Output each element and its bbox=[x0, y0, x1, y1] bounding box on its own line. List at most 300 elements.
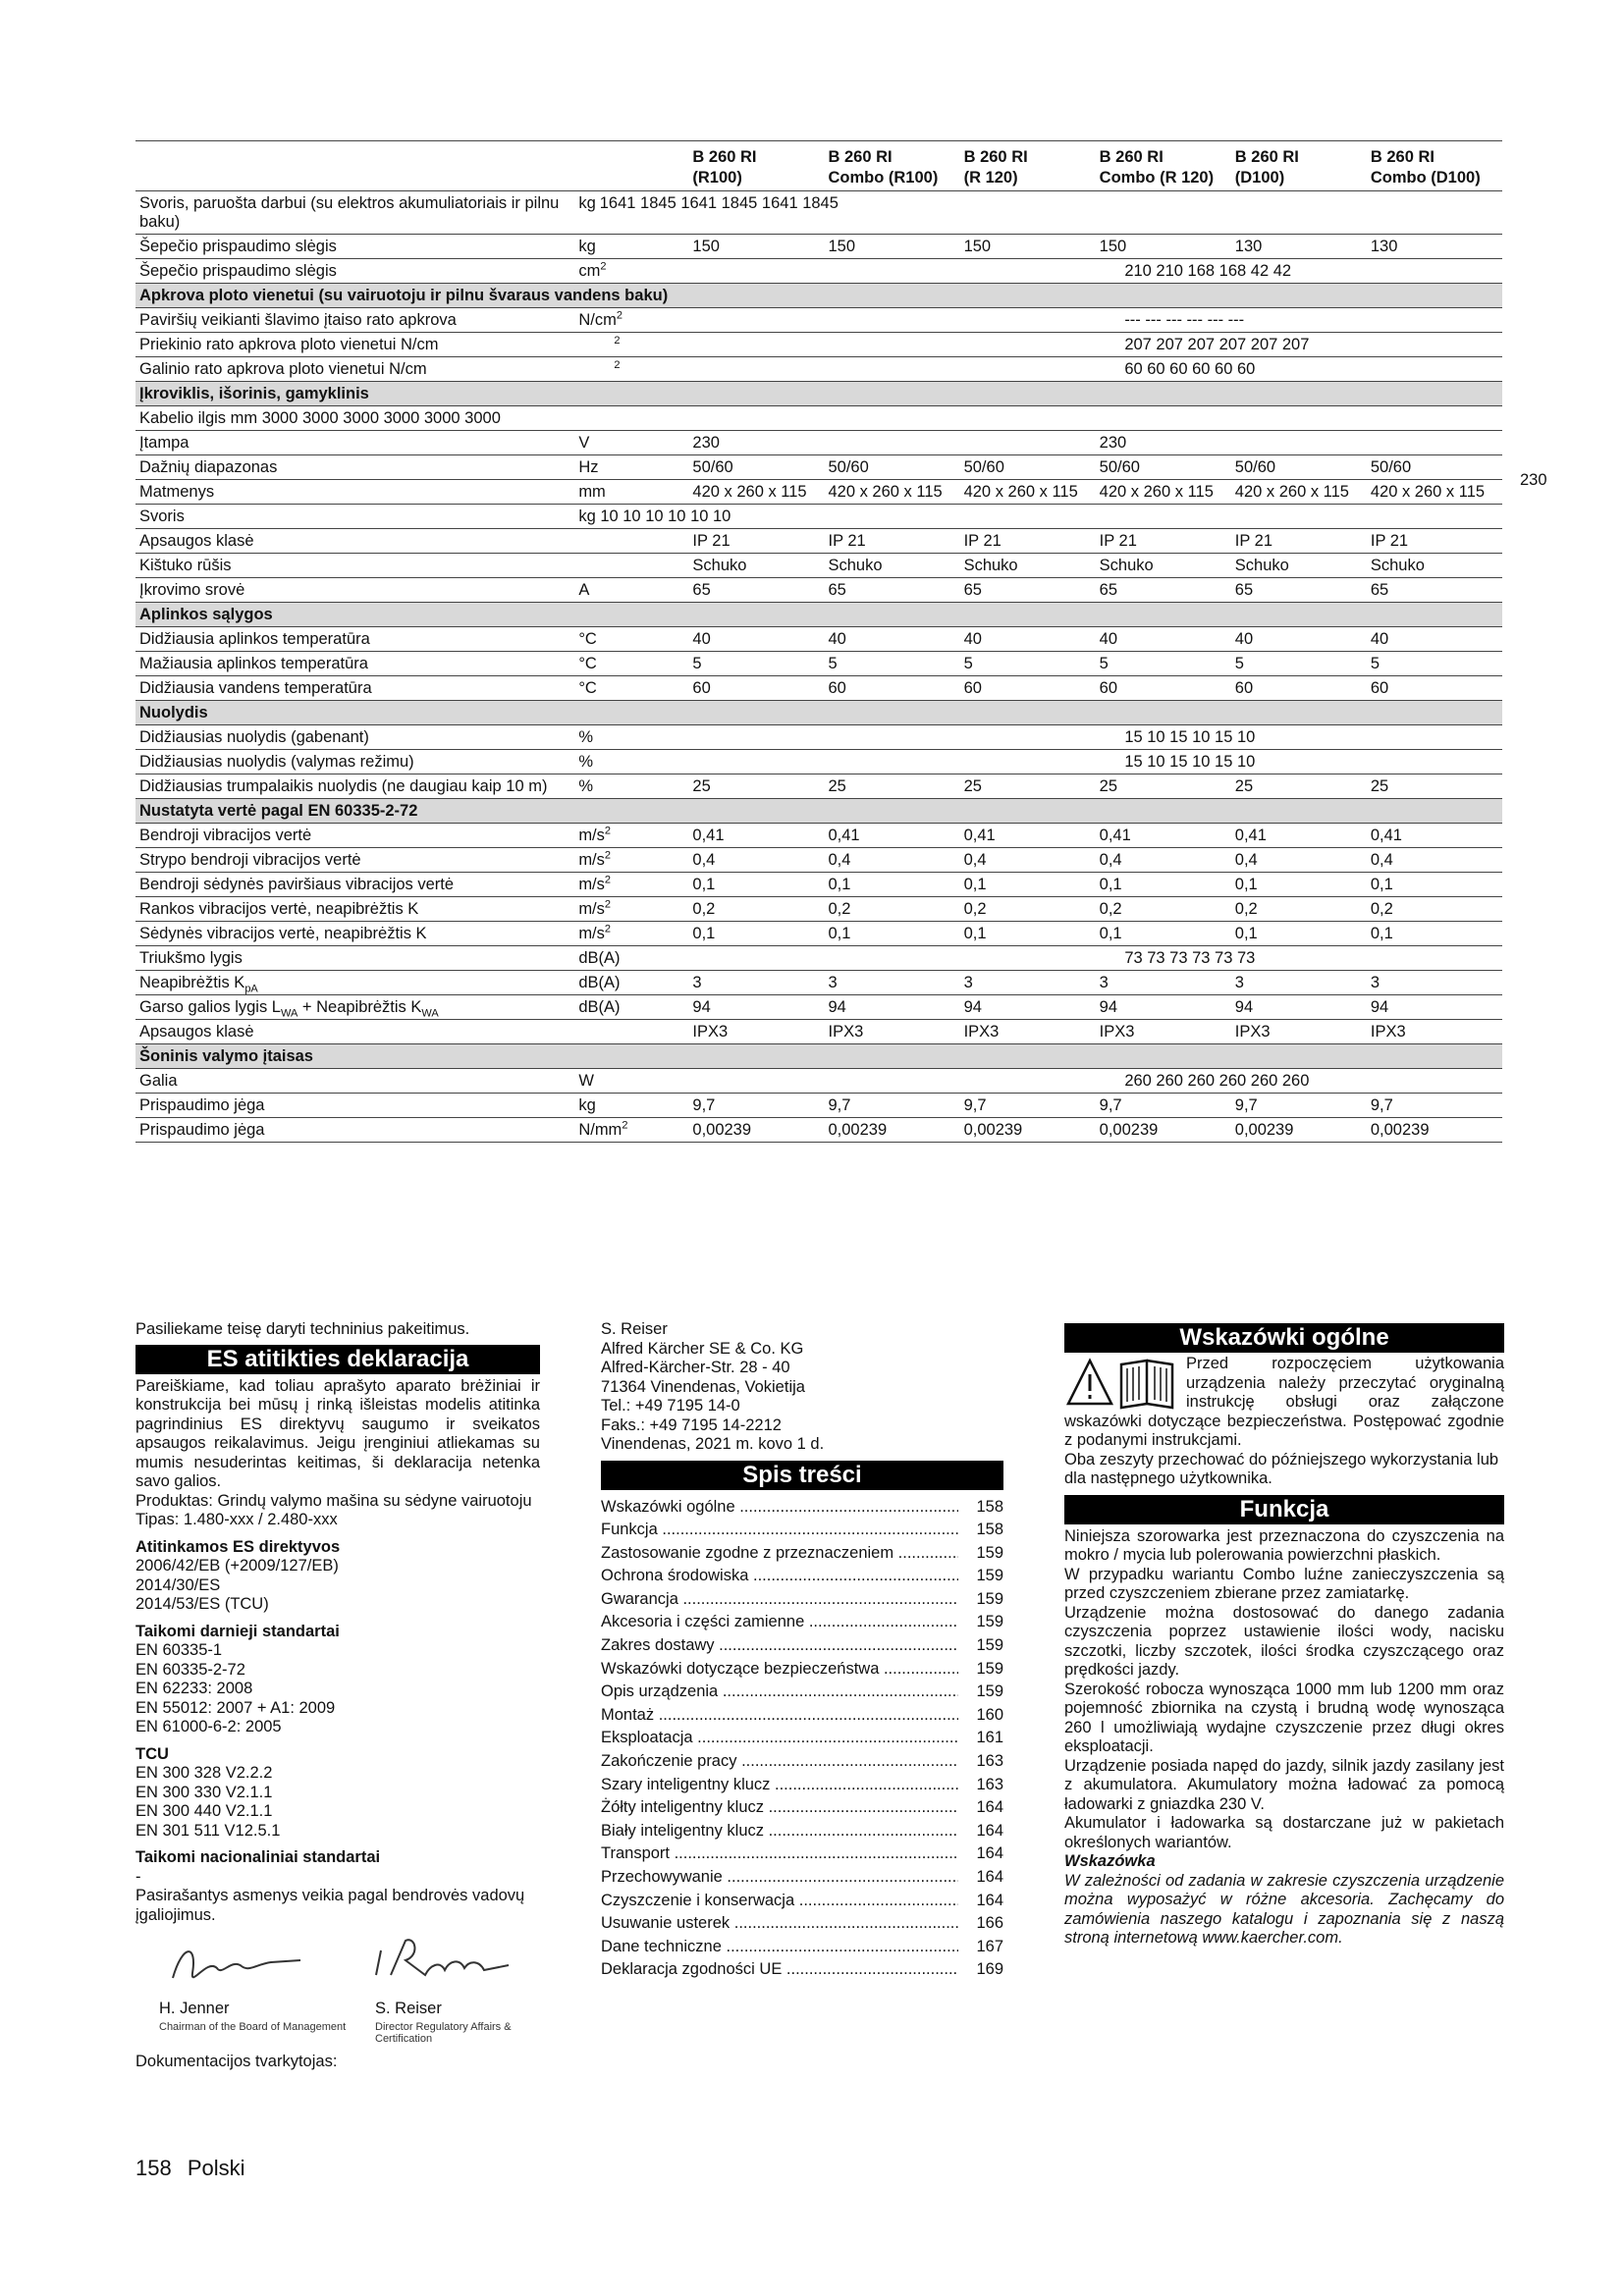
table-row bbox=[135, 1069, 1502, 1094]
unit-superscript: 2 bbox=[616, 309, 623, 322]
value-cell: 3 bbox=[688, 971, 824, 995]
address-line: Alfred Kärcher SE & Co. KG bbox=[601, 1339, 804, 1358]
toc-entry-page: 159 bbox=[976, 1659, 1003, 1678]
section-title: Šoninis valymo įtaisas bbox=[135, 1044, 1502, 1069]
value-cell: 3 bbox=[1367, 971, 1502, 995]
value-cell: 25 bbox=[1231, 774, 1367, 799]
directives-list bbox=[135, 1557, 540, 1615]
value-cell: 50/60 bbox=[824, 455, 959, 480]
row-label-text: Galinio rato apkrova ploto vienetui N/cm bbox=[139, 360, 427, 378]
toc-entry-page: 166 bbox=[976, 1914, 1003, 1933]
value-cell: 94 bbox=[1231, 995, 1367, 1020]
row-label bbox=[135, 554, 574, 578]
unit-text: kg 10 10 10 10 10 10 bbox=[578, 507, 731, 525]
row-label-subscript: pA bbox=[244, 983, 258, 995]
value-cell bbox=[1367, 431, 1502, 455]
value-cell: Schuko bbox=[1096, 554, 1231, 578]
row-unit bbox=[574, 480, 688, 505]
toc-entry-title: Funkcja ..... bbox=[601, 1519, 958, 1542]
value-cell: 0,41 bbox=[824, 824, 959, 848]
row-label-subscript: WA bbox=[421, 1007, 439, 1020]
signer1-role: Chairman of the Board of Management bbox=[159, 2021, 347, 2033]
row-label bbox=[135, 750, 574, 774]
value-cell: 94 bbox=[1367, 995, 1502, 1020]
value-cell: 0,4 bbox=[688, 848, 824, 873]
value-cell: 65 bbox=[688, 578, 824, 603]
row-label bbox=[135, 774, 574, 799]
standard-item: EN 55012: 2007 + A1: 2009 bbox=[135, 1698, 336, 1717]
unit-text: mm bbox=[578, 483, 606, 501]
toc-entry-page: 164 bbox=[976, 1891, 1003, 1909]
value-cell: 0,4 bbox=[824, 848, 959, 873]
unit-text: W bbox=[578, 1072, 594, 1090]
toc-entry[interactable] bbox=[601, 1750, 1003, 1774]
model-header bbox=[688, 141, 824, 191]
table-row bbox=[135, 431, 1502, 455]
value-cell: IP 21 bbox=[1096, 529, 1231, 554]
row-unit bbox=[574, 1069, 1502, 1094]
value-cell: 0,00239 bbox=[688, 1118, 824, 1143]
toc-entry-title: Eksploatacja ..... bbox=[601, 1727, 958, 1750]
general-notes-text: Przed rozpoczęciem użytkowania urządzenia należy przeczytać oryginalną instrukcję obsługi oraz załączone wskazówki dotyczące bezpieczeństwa. Postępować zgodnie z podanymi instrukcjami. bbox=[1064, 1355, 1504, 1449]
value-cell: IPX3 bbox=[1231, 1020, 1367, 1044]
table-row bbox=[135, 922, 1502, 946]
table-row bbox=[135, 848, 1502, 873]
value-cell: 9,7 bbox=[960, 1094, 1096, 1118]
row-unit bbox=[574, 431, 688, 455]
value-cell: IPX3 bbox=[1096, 1020, 1231, 1044]
toc-entry-title: Deklaracja zgodności UE ..... bbox=[601, 1958, 958, 1982]
row-label bbox=[135, 357, 574, 382]
unit-text: dB(A) bbox=[578, 998, 621, 1016]
section-title: Apkrova ploto vienetui (su vairuotoju ir pilnu švaraus vandens baku) bbox=[135, 284, 1502, 308]
unit-superscript: 2 bbox=[614, 358, 621, 371]
value-cell: 50/60 bbox=[960, 455, 1096, 480]
toc-entry-page: 164 bbox=[976, 1844, 1003, 1863]
value-cell: 0,1 bbox=[960, 873, 1096, 897]
value-cell: 40 bbox=[1096, 627, 1231, 652]
model-header-line: (R100) bbox=[692, 169, 742, 187]
toc-entry-title: Żółty inteligentny klucz ..... bbox=[601, 1796, 958, 1820]
general-notes-block bbox=[1064, 1355, 1504, 1489]
toc-entry[interactable] bbox=[601, 1634, 1003, 1658]
value-cell: 50/60 bbox=[1096, 455, 1231, 480]
toc-entry[interactable] bbox=[601, 1542, 1003, 1566]
row-label-text: Priekinio rato apkrova ploto vienetui N/cm bbox=[139, 336, 439, 353]
row-label-text: Apsaugos klasė bbox=[139, 1023, 254, 1041]
value-cell: Schuko bbox=[960, 554, 1096, 578]
value-cell: 65 bbox=[1367, 578, 1502, 603]
section-row bbox=[135, 382, 1502, 406]
row-label-text: Svoris bbox=[139, 507, 185, 525]
merged-values: 260 260 260 260 260 260 bbox=[1124, 1072, 1310, 1090]
toc-entry-title: Gwarancja ..... bbox=[601, 1588, 958, 1612]
signers-note: Pasirašantys asmenys veikia pagal bendrovės vadovų įgaliojimus. bbox=[135, 1887, 525, 1924]
section-row bbox=[135, 799, 1502, 824]
unit-superscript: 2 bbox=[604, 849, 612, 862]
row-label-text: Mažiausia aplinkos temperatūra bbox=[139, 655, 368, 672]
value-cell: 9,7 bbox=[1231, 1094, 1367, 1118]
value-cell: 0,00239 bbox=[960, 1118, 1096, 1143]
value-cell: IP 21 bbox=[960, 529, 1096, 554]
unit-text: dB(A) bbox=[578, 974, 621, 991]
value-cell: 65 bbox=[960, 578, 1096, 603]
value-cell: 5 bbox=[960, 652, 1096, 676]
toc-entry-page: 159 bbox=[976, 1567, 1003, 1585]
unit-text: m/s bbox=[578, 851, 605, 869]
model-header-line: (D100) bbox=[1234, 169, 1285, 187]
value-cell: 0,2 bbox=[824, 897, 959, 922]
row-label bbox=[135, 191, 574, 235]
table-row bbox=[135, 259, 1502, 284]
row-unit bbox=[574, 652, 688, 676]
toc-entry-page: 164 bbox=[976, 1821, 1003, 1840]
value-cell: 9,7 bbox=[824, 1094, 959, 1118]
value-cell: 5 bbox=[1367, 652, 1502, 676]
toc-entry-page: 164 bbox=[976, 1868, 1003, 1886]
header-blank bbox=[574, 141, 688, 191]
value-cell: 0,1 bbox=[824, 922, 959, 946]
model-header-line: Combo (D100) bbox=[1370, 169, 1481, 187]
row-label bbox=[135, 308, 574, 333]
toc-entry[interactable] bbox=[601, 1588, 1003, 1612]
right-column bbox=[1064, 1323, 1504, 1949]
row-unit bbox=[574, 995, 688, 1020]
row-label-text: Strypo bendroji vibracijos vertė bbox=[139, 851, 361, 869]
value-cell: IP 21 bbox=[1231, 529, 1367, 554]
unit-text: % bbox=[578, 753, 593, 771]
standard-item: EN 60335-2-72 bbox=[135, 1660, 245, 1679]
value-cell: 0,4 bbox=[1096, 848, 1231, 873]
row-label-mid: + Neapibrėžtis K bbox=[298, 998, 422, 1016]
table-row bbox=[135, 995, 1502, 1020]
toc-entry[interactable] bbox=[601, 1519, 1003, 1542]
value-cell: 0,41 bbox=[688, 824, 824, 848]
value-cell bbox=[1231, 431, 1367, 455]
standard-item: EN 62233: 2008 bbox=[135, 1680, 253, 1697]
value-cell: 0,1 bbox=[824, 873, 959, 897]
unit-superscript: 2 bbox=[604, 825, 612, 837]
section-row bbox=[135, 1044, 1502, 1069]
value-cell: 0,1 bbox=[1231, 922, 1367, 946]
value-cell: 0,1 bbox=[1367, 873, 1502, 897]
unit-text: dB(A) bbox=[578, 949, 621, 967]
table-of-contents bbox=[601, 1496, 1003, 1982]
footer-language: Polski bbox=[187, 2156, 245, 2180]
row-unit bbox=[574, 774, 688, 799]
value-cell: 65 bbox=[1096, 578, 1231, 603]
unit-superscript: 2 bbox=[604, 874, 612, 886]
value-cell: 50/60 bbox=[1231, 455, 1367, 480]
value-cell: 0,4 bbox=[1231, 848, 1367, 873]
value-cell: 94 bbox=[688, 995, 824, 1020]
merged-values: 73 73 73 73 73 73 bbox=[1124, 949, 1256, 967]
value-cell: 25 bbox=[960, 774, 1096, 799]
row-unit bbox=[574, 824, 688, 848]
value-cell: 25 bbox=[1367, 774, 1502, 799]
value-cell bbox=[960, 431, 1096, 455]
row-label-text: Paviršių veikianti šlavimo įtaiso rato apkrova bbox=[139, 311, 457, 329]
signer2-name: S. Reiser bbox=[375, 2000, 442, 2017]
value-cell: 0,1 bbox=[1367, 922, 1502, 946]
tcu-standard-item: EN 300 328 V2.2.2 bbox=[135, 1764, 273, 1782]
value-cell: IPX3 bbox=[824, 1020, 959, 1044]
address-line: Alfred-Kärcher-Str. 28 - 40 bbox=[601, 1359, 790, 1376]
merged-values: 210 210 168 168 42 42 bbox=[1124, 262, 1292, 280]
table-row bbox=[135, 652, 1502, 676]
table-row bbox=[135, 406, 1502, 431]
row-label bbox=[135, 431, 574, 455]
toc-entry[interactable] bbox=[601, 1611, 1003, 1634]
toc-banner: Spis treści bbox=[601, 1461, 1003, 1490]
value-cell: Schuko bbox=[688, 554, 824, 578]
toc-entry-page: 164 bbox=[976, 1798, 1003, 1817]
toc-entry[interactable] bbox=[601, 1658, 1003, 1682]
row-label bbox=[135, 946, 574, 971]
row-label bbox=[135, 1094, 574, 1118]
function-paragraph: Szerokość robocza wynosząca 1000 mm lub 1200 mm oraz pojemność zbiornika na czystą i brudną wodę wynosząca 260 l umożliwiają wydajne czyszczenie przez długi okres eksploatacji. bbox=[1064, 1680, 1504, 1755]
toc-entry-title: Ochrona środowiska ..... bbox=[601, 1565, 958, 1588]
value-cell: 94 bbox=[1096, 995, 1231, 1020]
value-cell: 130 bbox=[1231, 235, 1367, 259]
value-cell: 0,00239 bbox=[1367, 1118, 1502, 1143]
page-number: 158 bbox=[135, 2156, 172, 2180]
model-header-line: B 260 RI bbox=[692, 148, 757, 166]
value-cell: 60 bbox=[824, 676, 959, 701]
row-label-text: Bendroji vibracijos vertė bbox=[139, 827, 312, 844]
table-row bbox=[135, 1118, 1502, 1143]
toc-entry[interactable] bbox=[601, 1565, 1003, 1588]
toc-entry-page: 169 bbox=[976, 1960, 1003, 1979]
directives-title: Atitinkamos ES direktyvos bbox=[135, 1537, 341, 1556]
value-cell: 9,7 bbox=[1367, 1094, 1502, 1118]
row-label-text: Bendroji sėdynės paviršiaus vibracijos vertė bbox=[139, 876, 455, 893]
value-cell: 150 bbox=[960, 235, 1096, 259]
table-row bbox=[135, 480, 1502, 505]
table-row bbox=[135, 676, 1502, 701]
value-cell: 0,1 bbox=[1096, 922, 1231, 946]
unit-text: °C bbox=[578, 630, 597, 648]
unit-superscript: 2 bbox=[604, 898, 612, 911]
value-cell: 0,00239 bbox=[824, 1118, 959, 1143]
address-line: Vinendenas, 2021 m. kovo 1 d. bbox=[601, 1435, 825, 1453]
outside-voltage-value: 230 bbox=[1520, 471, 1547, 489]
value-cell: 0,4 bbox=[960, 848, 1096, 873]
table-row bbox=[135, 750, 1502, 774]
address-line: S. Reiser bbox=[601, 1320, 668, 1338]
row-label-text: Didžiausias nuolydis (valymas režimu) bbox=[139, 753, 414, 771]
value-cell: 65 bbox=[1231, 578, 1367, 603]
value-cell: 65 bbox=[824, 578, 959, 603]
row-unit bbox=[574, 946, 1502, 971]
unit-text: % bbox=[578, 777, 593, 795]
value-cell: 0,41 bbox=[1096, 824, 1231, 848]
row-unit bbox=[574, 578, 688, 603]
toc-entry-page: 163 bbox=[976, 1775, 1003, 1793]
row-label-text: Įtampa bbox=[139, 434, 189, 452]
value-cell: IP 21 bbox=[688, 529, 824, 554]
toc-entry-page: 159 bbox=[976, 1613, 1003, 1631]
middle-column bbox=[601, 1320, 1003, 1982]
value-cell: 94 bbox=[824, 995, 959, 1020]
row-unit bbox=[574, 873, 688, 897]
table-row bbox=[135, 357, 1502, 382]
row-label bbox=[135, 578, 574, 603]
table-row bbox=[135, 824, 1502, 848]
value-cell: 9,7 bbox=[1096, 1094, 1231, 1118]
toc-entry[interactable] bbox=[601, 1796, 1003, 1820]
standards-list bbox=[135, 1641, 540, 1737]
section-row bbox=[135, 701, 1502, 725]
row-label-text: Didžiausias nuolydis (gabenant) bbox=[139, 728, 369, 746]
spec-header-row bbox=[135, 141, 1502, 191]
row-label bbox=[135, 1020, 574, 1044]
address-line: Faks.: +49 7195 14-2212 bbox=[601, 1415, 782, 1434]
value-cell: 230 bbox=[688, 431, 824, 455]
toc-entry[interactable] bbox=[601, 1842, 1003, 1866]
function-paragraph: W przypadku wariantu Combo luźne zanieczyszczenia są przed czyszczeniem zbierane przez zamiatarkę. bbox=[1064, 1565, 1504, 1602]
toc-entry-page: 159 bbox=[976, 1543, 1003, 1562]
row-unit bbox=[574, 259, 1502, 284]
row-label bbox=[135, 627, 574, 652]
table-row bbox=[135, 505, 1502, 529]
row-label-text: Šepečio prispaudimo slėgis bbox=[139, 238, 337, 255]
value-cell: Schuko bbox=[1367, 554, 1502, 578]
value-cell: 0,4 bbox=[1367, 848, 1502, 873]
row-label-text: Galia bbox=[139, 1072, 178, 1090]
section-title: Aplinkos sąlygos bbox=[135, 603, 1502, 627]
row-label-text: Didžiausia vandens temperatūra bbox=[139, 679, 372, 697]
model-header-line: B 260 RI bbox=[1370, 148, 1435, 166]
value-cell: IP 21 bbox=[824, 529, 959, 554]
table-row bbox=[135, 725, 1502, 750]
table-row bbox=[135, 308, 1502, 333]
row-label bbox=[135, 1069, 574, 1094]
value-cell: IPX3 bbox=[960, 1020, 1096, 1044]
row-label-text: Prispaudimo jėga bbox=[139, 1121, 265, 1139]
merged-values: 60 60 60 60 60 60 bbox=[1124, 360, 1256, 378]
function-paragraph: Niniejsza szorowarka jest przeznaczona do czyszczenia na mokro / mycia lub polerowania powierzchni płaskich. bbox=[1064, 1526, 1504, 1564]
row-label-text: Prispaudimo jėga bbox=[139, 1096, 265, 1114]
value-cell: 3 bbox=[824, 971, 959, 995]
toc-entry[interactable] bbox=[601, 1681, 1003, 1704]
value-cell: 0,2 bbox=[1367, 897, 1502, 922]
unit-text: m/s bbox=[578, 900, 605, 918]
merged-values: 207 207 207 207 207 207 bbox=[1124, 336, 1310, 353]
row-unit bbox=[574, 191, 1502, 235]
toc-entry[interactable] bbox=[601, 1912, 1003, 1936]
row-unit bbox=[574, 333, 1502, 357]
value-cell: 150 bbox=[1096, 235, 1231, 259]
row-unit bbox=[574, 554, 688, 578]
toc-entry[interactable] bbox=[601, 1820, 1003, 1843]
value-cell: 0,1 bbox=[688, 922, 824, 946]
row-label bbox=[135, 1118, 574, 1143]
value-cell: 40 bbox=[688, 627, 824, 652]
row-label-text: Kištuko rūšis bbox=[139, 557, 232, 574]
toc-entry-title: Czyszczenie i konserwacja ..... bbox=[601, 1890, 958, 1913]
row-unit bbox=[574, 922, 688, 946]
table-row bbox=[135, 455, 1502, 480]
section-title: Įkroviklis, išorinis, gamyklinis bbox=[135, 382, 1502, 406]
value-cell: 0,1 bbox=[688, 873, 824, 897]
row-label-text: Garso galios lygis L bbox=[139, 998, 281, 1016]
toc-entry-page: 159 bbox=[976, 1636, 1003, 1655]
value-cell: 420 x 260 x 115 bbox=[1367, 480, 1502, 505]
model-header-line: B 260 RI bbox=[828, 148, 893, 166]
row-label bbox=[135, 259, 574, 284]
toc-entry[interactable] bbox=[601, 1958, 1003, 1982]
toc-entry-title: Transport ..... bbox=[601, 1842, 958, 1866]
unit-text: m/s bbox=[578, 827, 605, 844]
manufacturer-address bbox=[601, 1320, 1003, 1455]
toc-entry-title: Przechowywanie ..... bbox=[601, 1866, 958, 1890]
national-standards-value: - bbox=[135, 1867, 141, 1886]
table-row bbox=[135, 333, 1502, 357]
row-unit bbox=[574, 971, 688, 995]
tcu-standard-item: EN 300 440 V2.1.1 bbox=[135, 1802, 273, 1820]
toc-entry-title: Akcesoria i części zamienne ..... bbox=[601, 1611, 958, 1634]
product-line: Produktas: Grindų valymo mašina su sėdyne vairuotoju bbox=[135, 1491, 532, 1510]
section-title: Nuolydis bbox=[135, 701, 1502, 725]
toc-entry[interactable] bbox=[601, 1866, 1003, 1890]
toc-entry[interactable] bbox=[601, 1890, 1003, 1913]
merged-values: 15 10 15 10 15 10 bbox=[1124, 728, 1256, 746]
row-label-text: Apsaugos klasė bbox=[139, 532, 254, 550]
value-cell: 50/60 bbox=[1367, 455, 1502, 480]
row-unit bbox=[574, 308, 1502, 333]
table-row bbox=[135, 971, 1502, 995]
value-cell: 420 x 260 x 115 bbox=[1231, 480, 1367, 505]
toc-entry[interactable] bbox=[601, 1774, 1003, 1797]
tcu-standard-item: EN 300 330 V2.1.1 bbox=[135, 1783, 273, 1801]
row-label bbox=[135, 848, 574, 873]
toc-entry[interactable] bbox=[601, 1496, 1003, 1520]
table-row bbox=[135, 627, 1502, 652]
model-header-line: B 260 RI bbox=[1234, 148, 1299, 166]
toc-entry[interactable] bbox=[601, 1936, 1003, 1959]
value-cell: 0,2 bbox=[1096, 897, 1231, 922]
row-label-text: Kabelio ilgis mm 3000 3000 3000 3000 3000 3000 bbox=[139, 409, 501, 427]
toc-entry-title: Wskazówki dotyczące bezpieczeństwa ..... bbox=[601, 1658, 958, 1682]
row-label-text: Įkrovimo srovė bbox=[139, 581, 245, 599]
row-label-text: Didžiausia aplinkos temperatūra bbox=[139, 630, 370, 648]
toc-entry[interactable] bbox=[601, 1727, 1003, 1750]
row-label bbox=[135, 824, 574, 848]
row-unit bbox=[574, 750, 1502, 774]
row-label-text: Šepečio prispaudimo slėgis bbox=[139, 262, 337, 280]
row-label-text: Sėdynės vibracijos vertė, neapibrėžtis K bbox=[139, 925, 427, 942]
row-label-text: Dažnių diapazonas bbox=[139, 458, 278, 476]
toc-entry[interactable] bbox=[601, 1704, 1003, 1728]
section-row bbox=[135, 603, 1502, 627]
value-cell: 0,41 bbox=[1367, 824, 1502, 848]
signature-jenner bbox=[163, 1939, 310, 2007]
toc-entry-title: Opis urządzenia ..... bbox=[601, 1681, 958, 1704]
value-cell: 25 bbox=[824, 774, 959, 799]
row-label bbox=[135, 333, 574, 357]
value-cell: 9,7 bbox=[688, 1094, 824, 1118]
model-header bbox=[824, 141, 959, 191]
table-row bbox=[135, 235, 1502, 259]
value-cell: 94 bbox=[960, 995, 1096, 1020]
general-notes-banner: Wskazówki ogólne bbox=[1064, 1323, 1504, 1353]
toc-entry-title: Dane techniczne ..... bbox=[601, 1936, 958, 1959]
row-label-text: Triukšmo lygis bbox=[139, 949, 243, 967]
value-cell: 420 x 260 x 115 bbox=[960, 480, 1096, 505]
unit-text: m/s bbox=[578, 925, 605, 942]
value-cell: 60 bbox=[1096, 676, 1231, 701]
